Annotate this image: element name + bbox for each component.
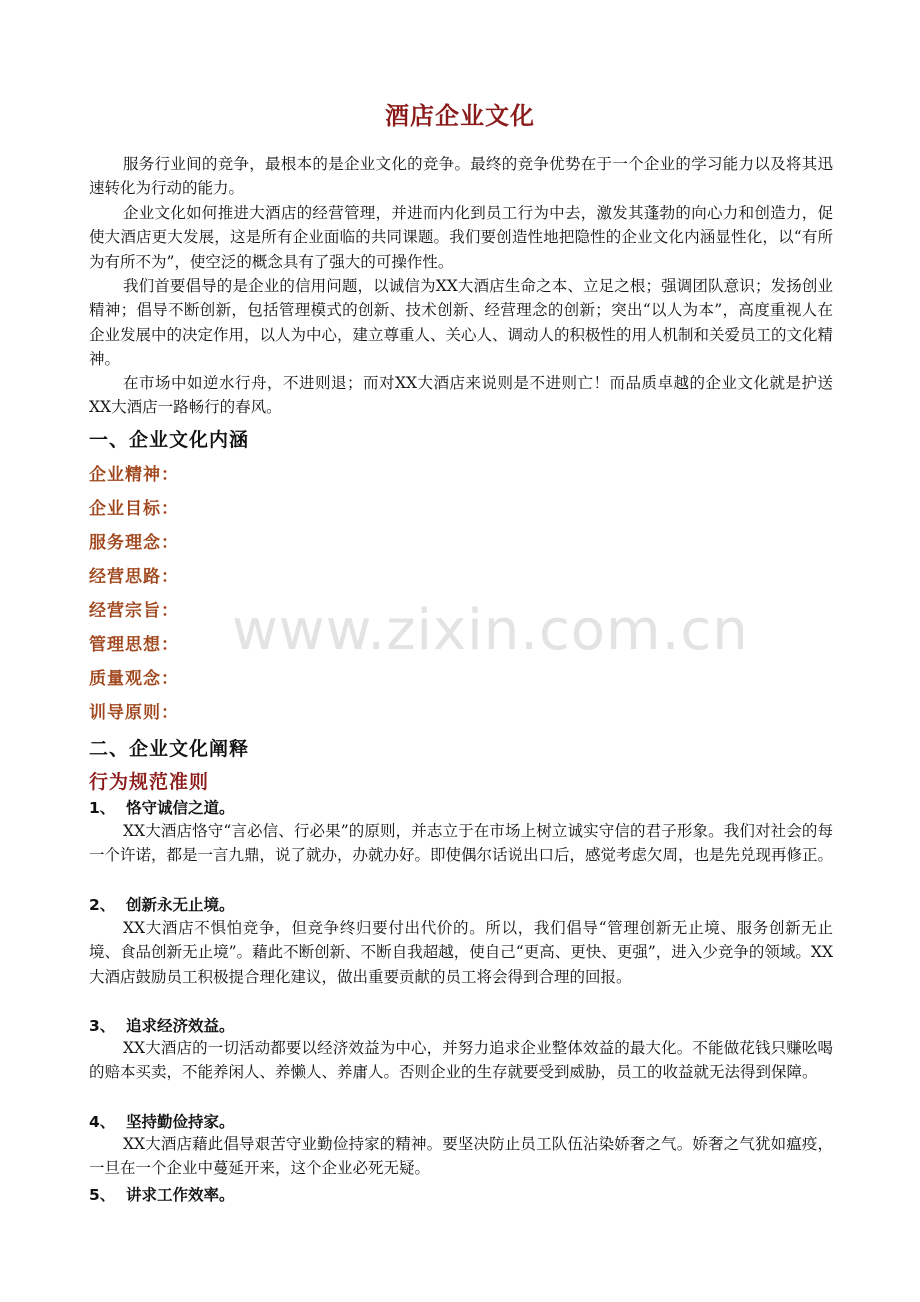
culture-item-label: 经营宗旨： — [89, 601, 179, 621]
intro-paragraph: 我们首要倡导的是企业的信用问题，以诚信为XX大酒店生命之本、立足之根；强调团队意识；发扬创业精神；倡导不断创新，包括管理模式的创新、技术创新、经营理念的创新；突出“以人为本”，高度重视人在企业发展中的决定作用，以人为中心，建立尊重人、关心人、调动人的积极性的用人机制和关爱员工的文化精神。 — [89, 277, 834, 368]
document-title: 酒店企业文化 — [385, 102, 535, 130]
rule-number: 2、 — [89, 896, 116, 914]
rule-text: XX大酒店不惧怕竞争，但竞争终归要付出代价的。所以，我们倡导“管理创新无止境、服务创新无止境、食品创新无止境”。藉此不断创新、不断自我超越，使自己“更高、更快、更强”，进入少竞争的领域。XX大酒店鼓励员工积极提合理化建议，做出重要贡献的员工将会得到合理的回报。 — [89, 919, 833, 986]
intro-paragraph: 在市场中如逆水行舟，不进则退；而对XX大酒店来说则是不进则亡！而品质卓越的企业文化就是护送XX大酒店一路畅行的春风。 — [89, 374, 833, 417]
culture-item-label: 质量观念： — [89, 669, 179, 689]
rule-number: 4、 — [89, 1113, 116, 1131]
culture-item-label: 企业精神： — [89, 465, 179, 485]
rule-item-heading — [89, 1110, 235, 1132]
rule-item-heading — [89, 796, 235, 818]
rule-title: 讲求工作效率。 — [126, 1186, 235, 1204]
rule-title: 追求经济效益。 — [126, 1017, 235, 1035]
watermark: www.zixin.com.cn — [232, 598, 749, 663]
rule-item-heading — [89, 1183, 235, 1205]
culture-item-label: 训导原则： — [89, 703, 179, 723]
rule-number: 1、 — [89, 799, 116, 817]
culture-item-label: 企业目标： — [89, 499, 179, 519]
rule-text: XX大酒店藉此倡导艰苦守业勤俭持家的精神。要坚决防止员工队伍沾染娇奢之气。娇奢之气犹如瘟疫，一旦在一个企业中蔓延开来，这个企业必死无疑。 — [89, 1135, 833, 1178]
rule-text: XX大酒店恪守“言必信、行必果”的原则，并志立于在市场上树立诚实守信的君子形象。我们对社会的每一个许诺，都是一言九鼎，说了就办，办就办好。即使偶尔话说出口后，感觉考虑欠周，也是先兑现再修正。 — [89, 822, 834, 865]
rule-number: 3、 — [89, 1017, 116, 1035]
rule-item-heading — [89, 893, 235, 915]
culture-item-label: 经营思路： — [89, 567, 179, 587]
culture-item-label: 管理思想： — [89, 635, 179, 655]
culture-item-label: 服务理念： — [89, 533, 179, 553]
intro-paragraph: 企业文化如何推进大酒店的经营管理，并进而内化到员工行为中去，激发其蓬勃的向心力和创造力，促使大酒店更大发展，这是所有企业面临的共同课题。我们要创造性地把隐性的企业文化内涵显性化，以“有所为有所不为”，使空泛的概念具有了强大的可操作性。 — [89, 204, 833, 271]
rule-title: 恪守诚信之道。 — [126, 799, 235, 817]
rule-number: 5、 — [89, 1186, 116, 1204]
rule-title: 创新永无止境。 — [126, 896, 235, 914]
section2-subheading: 行为规范准则 — [89, 771, 210, 793]
section2-heading: 二、企业文化阐释 — [89, 738, 250, 760]
section1-heading: 一、企业文化内涵 — [89, 429, 250, 451]
rule-title: 坚持勤俭持家。 — [126, 1113, 235, 1131]
intro-paragraph: 服务行业间的竞争，最根本的是企业文化的竞争。最终的竞争优势在于一个企业的学习能力以及将其迅速转化为行动的能力。 — [89, 155, 833, 198]
rule-item-heading — [89, 1014, 235, 1036]
rule-text: XX大酒店的一切活动都要以经济效益为中心，并努力追求企业整体效益的最大化。不能做花钱只赚吆喝的赔本买卖，不能养闲人、养懒人、养庸人。否则企业的生存就要受到威胁，员工的收益就无法得到保障。 — [89, 1039, 833, 1082]
